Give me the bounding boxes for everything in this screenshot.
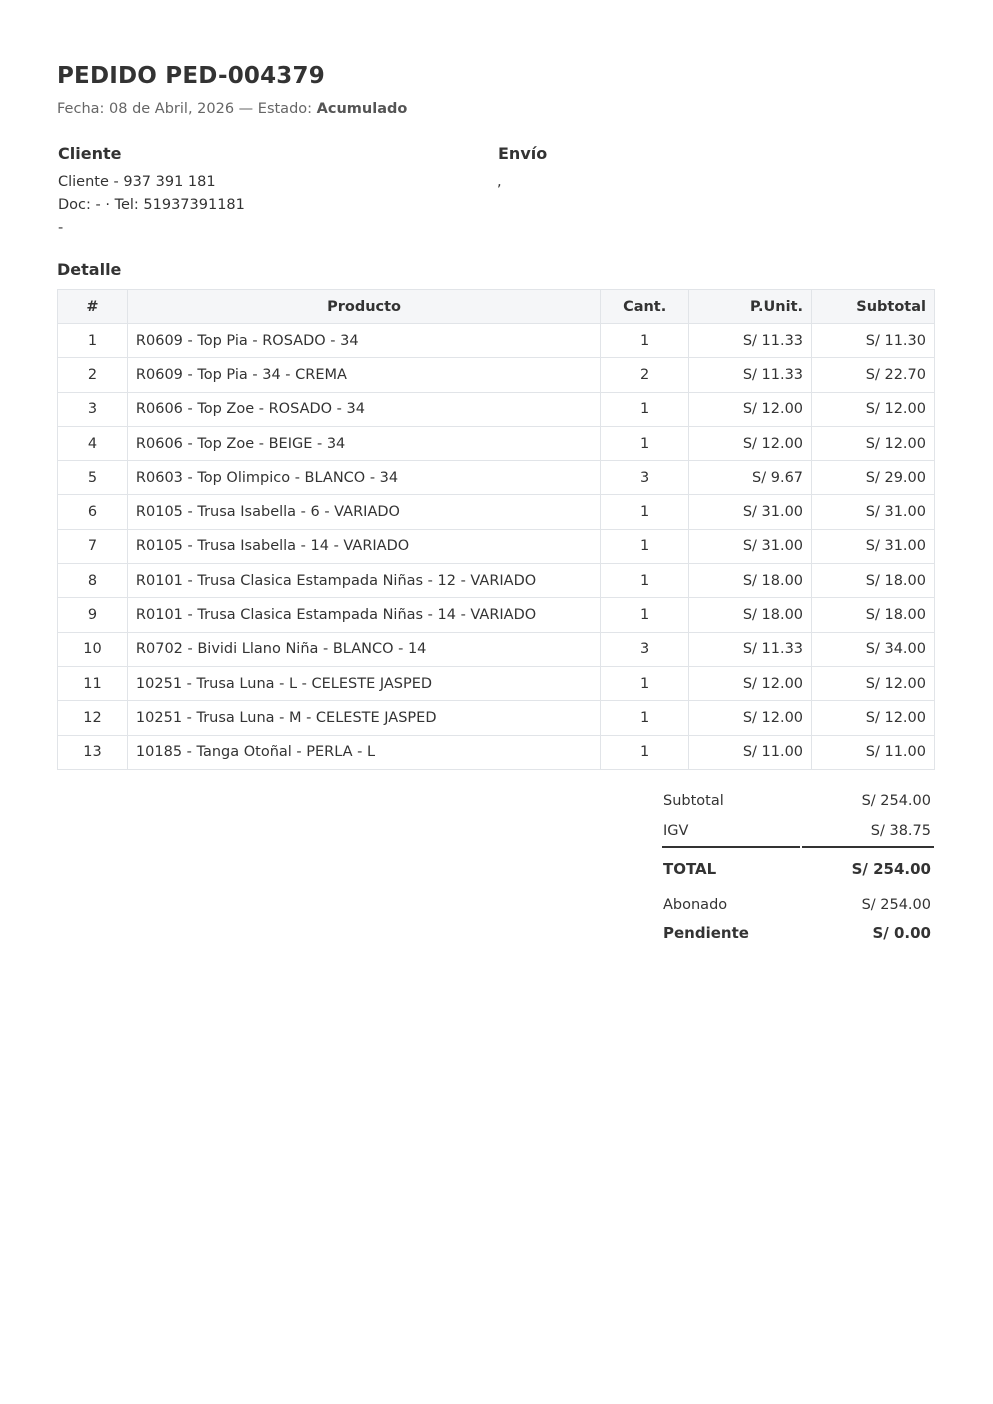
table-row — [58, 632, 935, 666]
subtotal-row — [662, 788, 934, 818]
row-unit-price: S/ 12.00 — [689, 426, 812, 460]
row-quantity: 1 — [601, 735, 689, 769]
shipping-address: , — [497, 174, 502, 190]
table-row — [58, 426, 935, 460]
igv-value: S/ 38.75 — [870, 823, 931, 839]
column-header-subtotal: Subtotal — [812, 290, 935, 324]
row-number: 5 — [58, 461, 128, 495]
row-unit-price: S/ 12.00 — [689, 392, 812, 426]
row-subtotal: S/ 12.00 — [812, 666, 935, 700]
table-row — [58, 564, 935, 598]
total-label: TOTAL — [663, 860, 717, 878]
row-number: 6 — [58, 495, 128, 529]
row-unit-price: S/ 9.67 — [689, 461, 812, 495]
row-quantity: 1 — [601, 392, 689, 426]
table-row — [58, 495, 935, 529]
table-row — [58, 461, 935, 495]
row-subtotal: S/ 18.00 — [812, 564, 935, 598]
row-product: R0606 - Top Zoe - ROSADO - 34 — [127, 392, 600, 426]
column-header-unit-price: P.Unit. — [689, 290, 812, 324]
order-status: Acumulado — [316, 101, 408, 117]
order-date: Fecha: 08 de Abril, 2026 — Estado: — [57, 101, 313, 117]
row-quantity: 3 — [601, 632, 689, 666]
row-product: R0702 - Bividi Llano Niña - BLANCO - 14 — [127, 632, 600, 666]
table-row — [58, 666, 935, 700]
row-product: R0609 - Top Pia - 34 - CREMA — [127, 358, 600, 392]
page-title: PEDIDO PED-004379 — [57, 63, 325, 89]
row-number: 2 — [58, 358, 128, 392]
order-meta — [57, 101, 407, 117]
table-row — [58, 701, 935, 735]
row-subtotal: S/ 12.00 — [812, 426, 935, 460]
row-unit-price: S/ 18.00 — [689, 598, 812, 632]
table-row — [58, 392, 935, 426]
row-number: 4 — [58, 426, 128, 460]
row-number: 7 — [58, 529, 128, 563]
row-quantity: 1 — [601, 426, 689, 460]
row-product: R0105 - Trusa Isabella - 14 - VARIADO — [127, 529, 600, 563]
row-subtotal: S/ 22.70 — [812, 358, 935, 392]
row-unit-price: S/ 12.00 — [689, 666, 812, 700]
client-extra: - — [58, 220, 64, 236]
row-quantity: 2 — [601, 358, 689, 392]
table-row — [58, 598, 935, 632]
row-subtotal: S/ 11.30 — [812, 324, 935, 358]
row-quantity: 1 — [601, 666, 689, 700]
client-doc-tel: Doc: - · Tel: 51937391181 — [58, 197, 245, 213]
column-header-quantity: Cant. — [601, 290, 689, 324]
row-quantity: 1 — [601, 529, 689, 563]
total-row — [662, 848, 934, 886]
table-row — [58, 358, 935, 392]
row-number: 13 — [58, 735, 128, 769]
table-row — [58, 324, 935, 358]
totals-block — [662, 788, 934, 949]
column-header-product: Producto — [127, 290, 600, 324]
row-unit-price: S/ 11.33 — [689, 324, 812, 358]
row-product: R0101 - Trusa Clasica Estampada Niñas - 12 - VARIADO — [127, 564, 600, 598]
row-quantity: 1 — [601, 324, 689, 358]
detail-heading: Detalle — [57, 260, 122, 279]
subtotal-label: Subtotal — [663, 793, 724, 809]
subtotal-value: S/ 254.00 — [861, 793, 931, 809]
row-number: 11 — [58, 666, 128, 700]
row-product: 10251 - Trusa Luna - M - CELESTE JASPED — [127, 701, 600, 735]
row-unit-price: S/ 11.33 — [689, 358, 812, 392]
igv-label: IGV — [663, 823, 689, 839]
table-row — [58, 735, 935, 769]
row-subtotal: S/ 31.00 — [812, 495, 935, 529]
row-subtotal: S/ 18.00 — [812, 598, 935, 632]
row-subtotal: S/ 29.00 — [812, 461, 935, 495]
row-subtotal: S/ 12.00 — [812, 701, 935, 735]
column-header-number: # — [58, 290, 128, 324]
row-number: 1 — [58, 324, 128, 358]
row-product: 10251 - Trusa Luna - L - CELESTE JASPED — [127, 666, 600, 700]
row-quantity: 3 — [601, 461, 689, 495]
row-product: R0609 - Top Pia - ROSADO - 34 — [127, 324, 600, 358]
client-heading: Cliente — [58, 144, 122, 163]
row-quantity: 1 — [601, 564, 689, 598]
table-row — [58, 529, 935, 563]
detail-table-body — [58, 324, 935, 770]
paid-row — [662, 886, 934, 919]
client-name: Cliente - 937 391 181 — [58, 174, 216, 190]
row-unit-price: S/ 11.33 — [689, 632, 812, 666]
row-subtotal: S/ 34.00 — [812, 632, 935, 666]
row-product: R0105 - Trusa Isabella - 6 - VARIADO — [127, 495, 600, 529]
detail-table — [57, 289, 935, 770]
row-unit-price: S/ 11.00 — [689, 735, 812, 769]
row-unit-price: S/ 18.00 — [689, 564, 812, 598]
row-unit-price: S/ 12.00 — [689, 701, 812, 735]
pending-value: S/ 0.00 — [872, 924, 931, 942]
row-product: R0101 - Trusa Clasica Estampada Niñas - 14 - VARIADO — [127, 598, 600, 632]
row-subtotal: S/ 31.00 — [812, 529, 935, 563]
row-number: 3 — [58, 392, 128, 426]
row-quantity: 1 — [601, 598, 689, 632]
igv-row — [662, 818, 934, 848]
row-number: 12 — [58, 701, 128, 735]
total-value: S/ 254.00 — [851, 860, 931, 878]
row-product: R0606 - Top Zoe - BEIGE - 34 — [127, 426, 600, 460]
shipping-heading: Envío — [498, 144, 548, 163]
row-unit-price: S/ 31.00 — [689, 495, 812, 529]
pending-label: Pendiente — [663, 924, 749, 942]
row-quantity: 1 — [601, 495, 689, 529]
paid-value: S/ 254.00 — [861, 897, 931, 913]
row-product: 10185 - Tanga Otoñal - PERLA - L — [127, 735, 600, 769]
row-subtotal: S/ 11.00 — [812, 735, 935, 769]
row-number: 9 — [58, 598, 128, 632]
row-product: R0603 - Top Olimpico - BLANCO - 34 — [127, 461, 600, 495]
table-header-row — [58, 290, 935, 324]
row-number: 8 — [58, 564, 128, 598]
row-number: 10 — [58, 632, 128, 666]
pending-row — [662, 919, 934, 949]
row-subtotal: S/ 12.00 — [812, 392, 935, 426]
row-quantity: 1 — [601, 701, 689, 735]
paid-label: Abonado — [663, 897, 728, 913]
row-unit-price: S/ 31.00 — [689, 529, 812, 563]
